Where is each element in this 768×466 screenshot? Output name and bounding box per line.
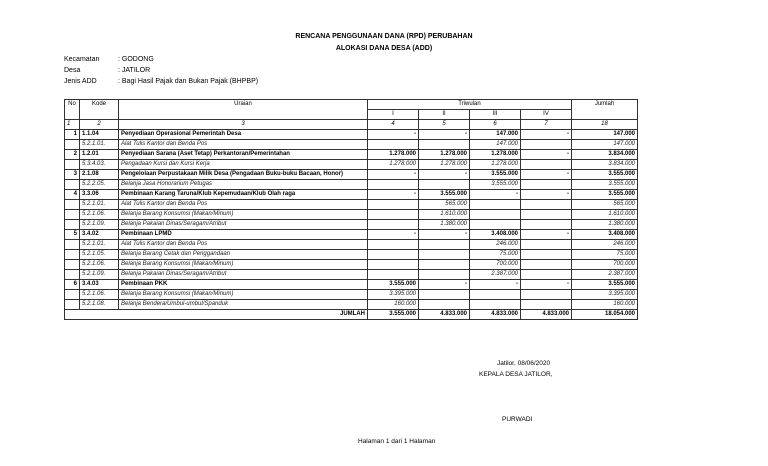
- cell-uraian: Alat Tulis Kantor dan Benda Pos: [119, 200, 368, 210]
- cell-q2: -: [419, 230, 470, 240]
- cell-jumlah: 3.555.000: [572, 180, 638, 190]
- cell-jumlah: 160.000: [572, 300, 638, 310]
- cell-no: [65, 200, 80, 210]
- cell-no: [65, 140, 80, 150]
- cell-kode: 3.3.06: [80, 190, 119, 200]
- cell-q3: 75.000: [470, 250, 521, 260]
- cell-q4: -: [521, 190, 572, 200]
- cell-q2: [419, 300, 470, 310]
- cell-q4: -: [521, 280, 572, 290]
- cell-q1: [368, 220, 419, 230]
- cell-q3: [470, 200, 521, 210]
- cell-kode: 5.2.1.01.: [80, 240, 119, 250]
- cell-q3: 246.000: [470, 240, 521, 250]
- header-jumlah: Jumlah: [572, 100, 638, 120]
- page-footer: Halaman 1 dari 1 Halaman: [358, 438, 436, 445]
- cell-kode: 5.2.1.06.: [80, 210, 119, 220]
- cell-q1: [368, 140, 419, 150]
- expense-row: [65, 240, 638, 250]
- activity-row: [65, 150, 638, 160]
- cell-kode: 5.2.1.01.: [80, 200, 119, 210]
- cell-q3: 1.278.000: [470, 160, 521, 170]
- cell-q1: -: [368, 230, 419, 240]
- cell-q3: [470, 220, 521, 230]
- cell-no: 1: [65, 130, 80, 140]
- cell-q4: [521, 160, 572, 170]
- cell-q1: [368, 180, 419, 190]
- meta-label-desa: Desa: [64, 67, 81, 74]
- cell-q3: -: [470, 190, 521, 200]
- cell-q4: [521, 270, 572, 280]
- cell-uraian: Belanja Barang Konsumsi (Makan/Minum): [119, 210, 368, 220]
- header-row: [65, 100, 638, 110]
- cell-uraian: Belanja Jasa Honorarium Petugas: [119, 180, 368, 190]
- cell-jumlah: 3.408.000: [572, 230, 638, 240]
- cell-q1: [368, 210, 419, 220]
- cell-no: [65, 300, 80, 310]
- cell-q4: [521, 140, 572, 150]
- cell-q4: -: [521, 150, 572, 160]
- cell-jumlah: 1.380.000: [572, 220, 638, 230]
- cell-q2: -: [419, 280, 470, 290]
- cell-jumlah: 147.000: [572, 130, 638, 140]
- header-kode: Kode: [80, 100, 119, 120]
- header-uraian: Uraian: [119, 100, 368, 120]
- cell-jumlah: 3.834.000: [572, 150, 638, 160]
- cell-jumlah: 700.000: [572, 260, 638, 270]
- cell-q3: 147.000: [470, 140, 521, 150]
- cell-q4: [521, 240, 572, 250]
- cell-kode: 5.2.1.05.: [80, 250, 119, 260]
- cell-jumlah: 3.395.000: [572, 290, 638, 300]
- expense-row: [65, 210, 638, 220]
- colnum: 7: [521, 120, 572, 130]
- cell-uraian: Pengelolaan Perpustakaan Milik Desa (Pengadaan Buku-buku Bacaan, Honor): [119, 170, 368, 180]
- document-title: RENCANA PENGGUNAAN DANA (RPD) PERUBAHAN: [295, 33, 473, 40]
- cell-q3: 147.000: [470, 130, 521, 140]
- cell-kode: 3.4.02: [80, 230, 119, 240]
- expense-row: [65, 140, 638, 150]
- signature-place-date: Jatilor, 08/06/2020: [497, 360, 551, 367]
- cell-no: [65, 240, 80, 250]
- cell-kode: 5.2.2.05.: [80, 180, 119, 190]
- cell-no: [65, 270, 80, 280]
- cell-q4: [521, 180, 572, 190]
- total-row: [65, 310, 638, 320]
- cell-uraian: Belanja Barang Konsumsi (Makan/Minum): [119, 260, 368, 270]
- cell-uraian: Penyediaan Sarana (Aset Tetap) Perkantoran/Pemerintahan: [119, 150, 368, 160]
- cell-q2: -: [419, 130, 470, 140]
- cell-q4: [521, 260, 572, 270]
- cell-q2: -: [419, 170, 470, 180]
- cell-no: [65, 260, 80, 270]
- cell-q1: 160.000: [368, 300, 419, 310]
- cell-kode: 5.3.4.03.: [80, 160, 119, 170]
- total-q4: 4.833.000: [521, 310, 572, 320]
- cell-q1: -: [368, 190, 419, 200]
- colnum: 2: [80, 120, 119, 130]
- header-q3: III: [470, 110, 521, 120]
- cell-uraian: Alat Tulis Kantor dan Benda Pos: [119, 240, 368, 250]
- cell-no: [65, 160, 80, 170]
- cell-kode: 5.2.1.09.: [80, 220, 119, 230]
- cell-uraian: Penyediaan Operasional Pemerintah Desa: [119, 130, 368, 140]
- cell-kode: 3.4.03: [80, 280, 119, 290]
- signature-position: KEPALA DESA JATILOR,: [479, 371, 553, 378]
- cell-q3: [470, 290, 521, 300]
- cell-q3: 1.278.000: [470, 150, 521, 160]
- cell-q4: [521, 300, 572, 310]
- cell-q4: [521, 200, 572, 210]
- cell-q4: [521, 220, 572, 230]
- cell-q2: [419, 270, 470, 280]
- cell-uraian: Alat Tulis Kantor dan Benda Pos: [119, 140, 368, 150]
- expense-row: [65, 220, 638, 230]
- activity-row: [65, 170, 638, 180]
- cell-q2: [419, 240, 470, 250]
- cell-q1: [368, 260, 419, 270]
- cell-jumlah: 147.000: [572, 140, 638, 150]
- expense-row: [65, 160, 638, 170]
- cell-q4: -: [521, 230, 572, 240]
- cell-q2: [419, 140, 470, 150]
- cell-uraian: Belanja Bendera/Umbul-umbul/Spanduk: [119, 300, 368, 310]
- cell-q2: 1.610.000: [419, 210, 470, 220]
- cell-no: 6: [65, 280, 80, 290]
- cell-q1: [368, 250, 419, 260]
- total-label: JUMLAH: [65, 310, 368, 320]
- cell-q1: [368, 270, 419, 280]
- cell-uraian: Pembinaan LPMD: [119, 230, 368, 240]
- cell-q2: 1.278.000: [419, 160, 470, 170]
- cell-q3: 3.555.000: [470, 170, 521, 180]
- cell-no: 2: [65, 150, 80, 160]
- colnum: 6: [470, 120, 521, 130]
- header-q1: I: [368, 110, 419, 120]
- cell-q2: [419, 260, 470, 270]
- cell-q3: [470, 300, 521, 310]
- cell-jumlah: 3.555.000: [572, 170, 638, 180]
- cell-uraian: Belanja Barang Konsumsi (Makan/Minum): [119, 290, 368, 300]
- meta-value-desa: : JATILOR: [118, 67, 151, 74]
- cell-q1: 3.555.000: [368, 280, 419, 290]
- header-q2: II: [419, 110, 470, 120]
- cell-kode: 1.2.01: [80, 150, 119, 160]
- cell-uraian: Belanja Pakaian Dinas/Seragam/Atribut: [119, 220, 368, 230]
- cell-jumlah: 246.000: [572, 240, 638, 250]
- cell-q2: [419, 250, 470, 260]
- cell-no: [65, 290, 80, 300]
- cell-jumlah: 2.387.000: [572, 270, 638, 280]
- cell-jumlah: 75.000: [572, 250, 638, 260]
- cell-uraian: Pembinaan Karang Taruna/Klub Kepemudaan/Klub Olah raga: [119, 190, 368, 200]
- meta-value-kecamatan: : GODONG: [118, 56, 154, 63]
- cell-q2: [419, 290, 470, 300]
- meta-value-jenis-add: : Bagi Hasil Pajak dan Bukan Pajak (BHPBP): [118, 78, 259, 85]
- cell-q3: 3.408.000: [470, 230, 521, 240]
- cell-q4: [521, 210, 572, 220]
- total-q2: 4.833.000: [419, 310, 470, 320]
- cell-q4: [521, 290, 572, 300]
- cell-q1: [368, 200, 419, 210]
- cell-q3: -: [470, 280, 521, 290]
- cell-no: [65, 220, 80, 230]
- cell-q3: 700.000: [470, 260, 521, 270]
- colnum: 1: [65, 120, 80, 130]
- meta-label-jenis-add: Jenis ADD: [64, 78, 97, 85]
- header-q4: IV: [521, 110, 572, 120]
- rpd-table: [64, 99, 638, 320]
- cell-q3: 2.387.000: [470, 270, 521, 280]
- cell-q4: [521, 250, 572, 260]
- colnum: 5: [419, 120, 470, 130]
- total-q1: 3.555.000: [368, 310, 419, 320]
- cell-q2: 1.278.000: [419, 150, 470, 160]
- document-subtitle: ALOKASI DANA DESA (ADD): [335, 45, 433, 52]
- cell-uraian: Belanja Pakaian Dinas/Seragam/Atribut: [119, 270, 368, 280]
- colnum: 3: [119, 120, 368, 130]
- cell-jumlah: 1.610.000: [572, 210, 638, 220]
- cell-q2: 3.555.000: [419, 190, 470, 200]
- activity-row: [65, 190, 638, 200]
- cell-jumlah: 3.555.000: [572, 280, 638, 290]
- cell-kode: 5.2.1.06.: [80, 260, 119, 270]
- column-number-row: [65, 120, 638, 130]
- cell-uraian: Belanja Barang Cetak dan Penggandaan: [119, 250, 368, 260]
- cell-jumlah: 3.834.000: [572, 160, 638, 170]
- signature-name: PURWADI: [502, 416, 533, 423]
- cell-kode: 5.2.1.08.: [80, 300, 119, 310]
- cell-q1: 3.395.000: [368, 290, 419, 300]
- expense-row: [65, 270, 638, 280]
- cell-no: [65, 250, 80, 260]
- expense-row: [65, 290, 638, 300]
- cell-q1: 1.278.000: [368, 150, 419, 160]
- cell-q1: -: [368, 130, 419, 140]
- cell-no: [65, 180, 80, 190]
- expense-row: [65, 250, 638, 260]
- expense-row: [65, 180, 638, 190]
- cell-kode: 2.1.08: [80, 170, 119, 180]
- meta-label-kecamatan: Kecamatan: [64, 56, 100, 63]
- cell-q4: -: [521, 130, 572, 140]
- expense-row: [65, 260, 638, 270]
- header-no: No: [65, 100, 80, 120]
- cell-no: [65, 210, 80, 220]
- cell-q1: -: [368, 170, 419, 180]
- cell-kode: 5.2.1.09.: [80, 270, 119, 280]
- cell-no: 4: [65, 190, 80, 200]
- activity-row: [65, 280, 638, 290]
- cell-jumlah: 565.000: [572, 200, 638, 210]
- cell-q4: -: [521, 170, 572, 180]
- cell-q2: 565.000: [419, 200, 470, 210]
- cell-no: 3: [65, 170, 80, 180]
- cell-q1: 1.278.000: [368, 160, 419, 170]
- cell-uraian: Pengadaan Kursi dan Kursi Kerja: [119, 160, 368, 170]
- cell-kode: 5.2.1.01.: [80, 140, 119, 150]
- expense-row: [65, 300, 638, 310]
- expense-row: [65, 200, 638, 210]
- colnum: 18: [572, 120, 638, 130]
- cell-q1: [368, 240, 419, 250]
- colnum: 4: [368, 120, 419, 130]
- cell-jumlah: 3.555.000: [572, 190, 638, 200]
- activity-row: [65, 230, 638, 240]
- cell-kode: 1.1.04: [80, 130, 119, 140]
- cell-kode: 5.2.1.06.: [80, 290, 119, 300]
- cell-q3: 3.555.000: [470, 180, 521, 190]
- cell-no: 5: [65, 230, 80, 240]
- activity-row: [65, 130, 638, 140]
- total-q3: 4.833.000: [470, 310, 521, 320]
- cell-q2: [419, 180, 470, 190]
- total-jumlah: 18.054.000: [572, 310, 638, 320]
- cell-q2: 1.380.000: [419, 220, 470, 230]
- cell-q3: [470, 210, 521, 220]
- header-triwulan: Triwulan: [368, 100, 572, 110]
- cell-uraian: Pembinaan PKK: [119, 280, 368, 290]
